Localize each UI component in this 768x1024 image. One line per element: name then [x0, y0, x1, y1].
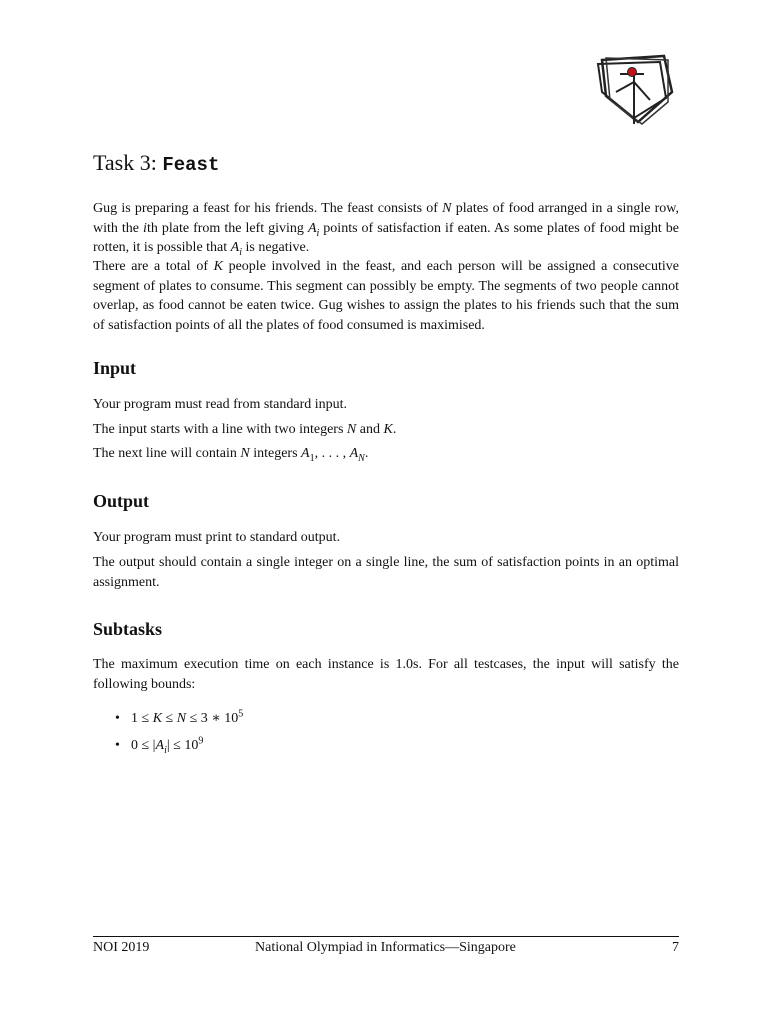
footer-center: National Olympiad in Informatics—Singapore: [255, 940, 516, 955]
page-number: 7: [672, 940, 679, 955]
input-line-3: The next line will contain N integers $A_1$, . . . , $A_N$.: [93, 446, 369, 464]
task-title: Task 3: Feast: [93, 150, 220, 176]
footer-rule: [93, 936, 679, 937]
noi-logo-icon: [594, 52, 678, 126]
intro-paragraph-1: Gug is preparing a feast for his friends. The feast consists of N plates of food arranged in a single row, with the ith plate from the left giving $A_i$ points of satisfaction if eaten. As some plates of food might be rotten, it is possible that $A_i$ is negative.: [93, 201, 680, 258]
output-line-1: Your program must print to standard output.: [93, 530, 341, 545]
output-line-2: The output should contain a single integer on a single line, the sum of satisfaction points in an optimal assignment.: [93, 555, 679, 590]
input-line-2: The input starts with a line with two integers N and K.: [93, 422, 397, 437]
output-heading: Output: [93, 491, 150, 511]
list-item: • $0 \le |A_i| \le 10^9$: [93, 736, 243, 763]
bounds-list: [93, 709, 243, 763]
list-item: • 1 ≤ K ≤ N ≤ 3 ∗ $10^5$: [93, 709, 243, 736]
input-heading: Input: [93, 358, 137, 378]
footer-left: NOI 2019: [93, 940, 150, 955]
subtasks-intro: The maximum execution time on each instance is 1.0s. For all testcases, the input will satisfy the following bounds:: [93, 657, 679, 692]
subtasks-heading: Subtasks: [93, 619, 163, 639]
input-line-1: Your program must read from standard input.: [93, 397, 348, 412]
intro-paragraph-2: There are a total of K people involved in the feast, and each person will be assigned a consecutive segment of plates to consume. This segment can possibly be empty. The segments of two people cannot overlap, as food cannot be eaten twice. Gug wishes to assign the plates to his friends such that the sum of satisfaction points of all the plates of food consumed is maximised.: [93, 259, 679, 333]
